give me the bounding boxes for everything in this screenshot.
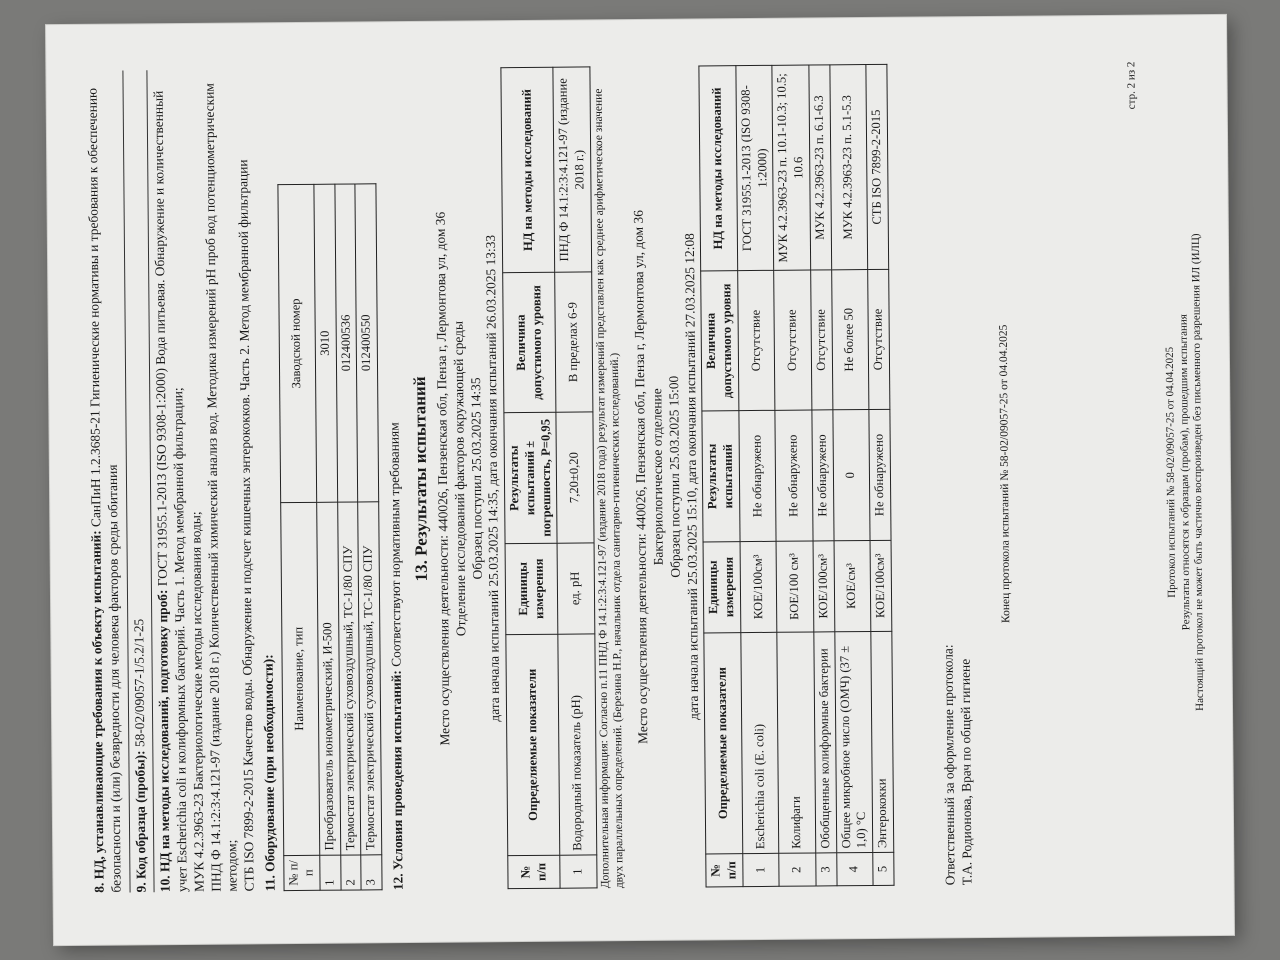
table-cell: 1 <box>560 855 597 888</box>
table-cell: Не обнаружено <box>869 409 891 541</box>
footer-line: Настоящий протокол не может быть частично воспроизведен без письменного разрешения ИЛ (ИЛЦ) <box>1190 233 1207 711</box>
table-header-cell: Величина допустимого уровня <box>701 271 739 411</box>
block1-dates: дата начала испытаний 25.03.2025 14:35, дата окончания испытаний 26.03.2025 13:33 <box>483 234 503 722</box>
section-8-label: 8. НД, устанавливающие требования к объекту испытаний: <box>88 530 107 893</box>
footer-line: Протокол испытаний № 58-02/09057-25 от 04.04.2025 <box>1163 346 1178 598</box>
table-cell: 012400536 <box>335 184 359 502</box>
responsible-label: Ответственный за оформление протокола: <box>940 644 958 886</box>
section-9-text: 58-02/09057-1/5.2/1-25 <box>130 618 147 748</box>
table-cell: Отсутствие <box>738 271 776 411</box>
table-cell: ГОСТ 31955.1-2013 (ISO 9308-1:2000) <box>736 65 774 271</box>
table-header-cell: НД на методы исследований <box>699 66 737 272</box>
table-cell: МУК 4.2.3963-23 п. 10.1-10.3; 10.5; 10.6 <box>772 65 810 271</box>
table-cell: Не обнаружено <box>775 410 813 542</box>
table-cell: 3010 <box>314 184 338 502</box>
table-header-cell: Определяемые показатели <box>506 634 560 856</box>
block1-place: Место осуществления деятельности: 440026, Пензенская обл, Пенза г, Лермонтова ул, дом 36 <box>432 211 453 746</box>
block2-dept: Бактериологическое отделение <box>649 388 666 566</box>
table-cell: 0 <box>832 409 870 541</box>
table-header-cell: Единицы измерения <box>703 542 740 633</box>
table-header-cell: НД на методы исследований <box>501 67 555 273</box>
equipment-table <box>277 183 383 891</box>
table-cell: Escherichia coli (E. coli) <box>741 632 779 854</box>
table-cell: ед. pH <box>557 543 594 634</box>
table-cell: КОЕ/100см³ <box>740 542 777 633</box>
section-10-line: ПНД Ф 14.1:2:3:4.121-97 (издание 2018 г.) Количественный химический анализ вод. Методика измерений pH проб вод потенциометрическим методом; <box>201 83 240 892</box>
table-cell: Отсутствие <box>774 270 812 410</box>
block2-received: Образец поступил 25.03.2025 15:00 <box>666 375 683 578</box>
table-cell: МУК 4.2.3963-23 п. 5.1-5.3 <box>829 65 867 271</box>
table-cell: Преобразователь ионометрический, И-500 <box>317 502 341 855</box>
table-cell: 3 <box>816 853 837 886</box>
table-header-cell: Наименование, тип <box>280 502 320 855</box>
block2-place: Место осуществления деятельности: 440026, Пензенская обл, Пенза г, Лермонтова ул, дом 36 <box>631 210 651 744</box>
table-cell: В пределах 6-9 <box>555 272 593 412</box>
table-header-cell: Результаты испытаний ± погрешность, P=0,95 <box>504 412 557 544</box>
page-footer <box>1125 61 1209 884</box>
block1-received: Образец поступил 25.03.2025 14:35 <box>467 377 485 580</box>
table-cell: 1 <box>743 853 780 886</box>
results-title: 13. Результаты испытаний <box>410 376 431 582</box>
section-10-line: МУК 4.2.3963-23 Бактериологические методы исследования воды; <box>188 511 207 892</box>
table-row <box>553 67 597 888</box>
table-cell: БОЕ/100 см³ <box>776 541 813 632</box>
table-cell: Отсутствие <box>868 270 890 410</box>
table-cell: 2 <box>340 855 361 890</box>
block1-note: Дополнительная информация: Согласно п.11 ПНД Ф 14.1:2:3:4.121-97 (издание 2018 года) результат измерений представлен как среднее арифметическое значение двух параллельных определений. (Березина Н.Р., начальник отдела санитарно-гигиенических исследований.) <box>592 88 626 889</box>
section-8-text: СанПиН 1.2.3685-21 Гигиенические нормативы и требования к обеспечению безопасности и (или) безвредности для человека факторов среды обитания <box>84 87 124 893</box>
responsible-block <box>935 63 976 885</box>
section-9 <box>126 70 150 892</box>
table-cell: 2 <box>779 853 816 886</box>
table-cell: СТБ ISO 7899-2-2015 <box>866 64 889 269</box>
table-header-cell: Величина допустимого уровня <box>503 273 556 413</box>
end-of-protocol: Конец протокола испытаний № 58-02/09057-25 от 04.04.2025 <box>997 324 1013 624</box>
protocol-page <box>46 15 1234 945</box>
table-cell: КОЕ/см³ <box>834 541 871 632</box>
results-table-bacteriological <box>699 64 895 888</box>
results-table-chemical <box>501 66 598 889</box>
table-cell: Энтерококки <box>871 631 894 853</box>
table-header-row <box>277 184 320 890</box>
table-header-cell: № п/п <box>706 854 743 887</box>
section-12 <box>384 68 408 890</box>
table-cell: Общее микробное число (ОМЧ) (37 ± 1,0) °С <box>834 631 872 853</box>
table-header-cell: Единицы измерения <box>505 543 558 634</box>
table-cell: 5 <box>873 852 894 885</box>
table-cell: 4 <box>836 853 873 886</box>
table-header-cell: № п/п <box>508 855 560 888</box>
table-cell: ПНД Ф 14.1:2:3:4.121-97 (издание 2018 г.) <box>553 67 591 273</box>
section-10-label: 10. НД на методы исследований, подготовку проб: <box>155 589 173 893</box>
table-cell: Не обнаружено <box>812 410 834 542</box>
table-cell: 3 <box>361 854 382 889</box>
table-header-cell: Заводской номер <box>277 184 316 502</box>
table-header-row <box>501 67 560 888</box>
responsible-name: Т.А. Родионова, Врач по общей гигиене <box>957 658 975 886</box>
table-cell: 012400550 <box>355 184 379 502</box>
block2-dates: дата начала испытаний 25.03.2025 15:10, дата окончания испытаний 27.03.2025 12:08 <box>681 233 701 720</box>
table-cell: КОЕ/100см³ <box>813 541 835 631</box>
table-cell: Термостат электрический суховоздушный, ТС-1/80 СПУ <box>337 502 361 855</box>
page-number: стр. 2 из 2 <box>1125 61 1138 110</box>
section-10-line: ГОСТ 31955.1-2013 (ISO 9308-1:2000) Вода питьевая. Обнаружение и количественный учет Escherichia coli и колиформных бактерий. Часть 1. Метод мембранной фильтрации; <box>150 90 190 893</box>
table-header-cell: Результаты испытаний <box>702 410 740 542</box>
section-12-label: 12. Условия проведения испытаний: <box>388 670 406 891</box>
section-10-line: СТБ ISO 7899-2-2015 Качество воды. Обнаружение и подсчет кишечных энтерококков. Часть 2. Метод мембранной фильтрации <box>235 159 257 892</box>
section-11-label: 11. Оборудование (при необходимости): <box>260 654 278 892</box>
section-12-text: Соответствуют нормативным требованиям <box>386 422 404 667</box>
section-9-label: 9. Код образца (пробы): <box>131 750 149 893</box>
table-cell: Колифаги <box>777 632 815 854</box>
block1-dept: Отделение исследований факторов окружающей среды <box>450 320 469 637</box>
table-cell: Обобщенные колиформные бактерии <box>814 631 837 853</box>
section-8 <box>84 71 125 893</box>
table-header-cell: Определяемые показатели <box>704 632 742 854</box>
table-cell: Отсутствие <box>811 270 833 410</box>
table-cell: 7,20±0,20 <box>556 412 594 544</box>
table-cell: Термостат электрический суховоздушный, ТС-1/80 СПУ <box>358 502 382 855</box>
table-cell: Не более 50 <box>831 270 869 410</box>
table-cell: КОЕ/100см³ <box>870 541 892 631</box>
footer-line: Результаты относятся к образцам (пробам), прошедшим испытания <box>1177 314 1192 631</box>
section-10 <box>151 69 259 892</box>
table-cell: Не обнаружено <box>739 410 777 542</box>
table-cell: МУК 4.2.3963-23 п. 6.1-6.3 <box>809 65 832 270</box>
table-cell: 1 <box>320 855 341 890</box>
table-cell: Водородный показатель (pH) <box>558 633 596 855</box>
table-header-cell: № п/п <box>283 855 320 891</box>
